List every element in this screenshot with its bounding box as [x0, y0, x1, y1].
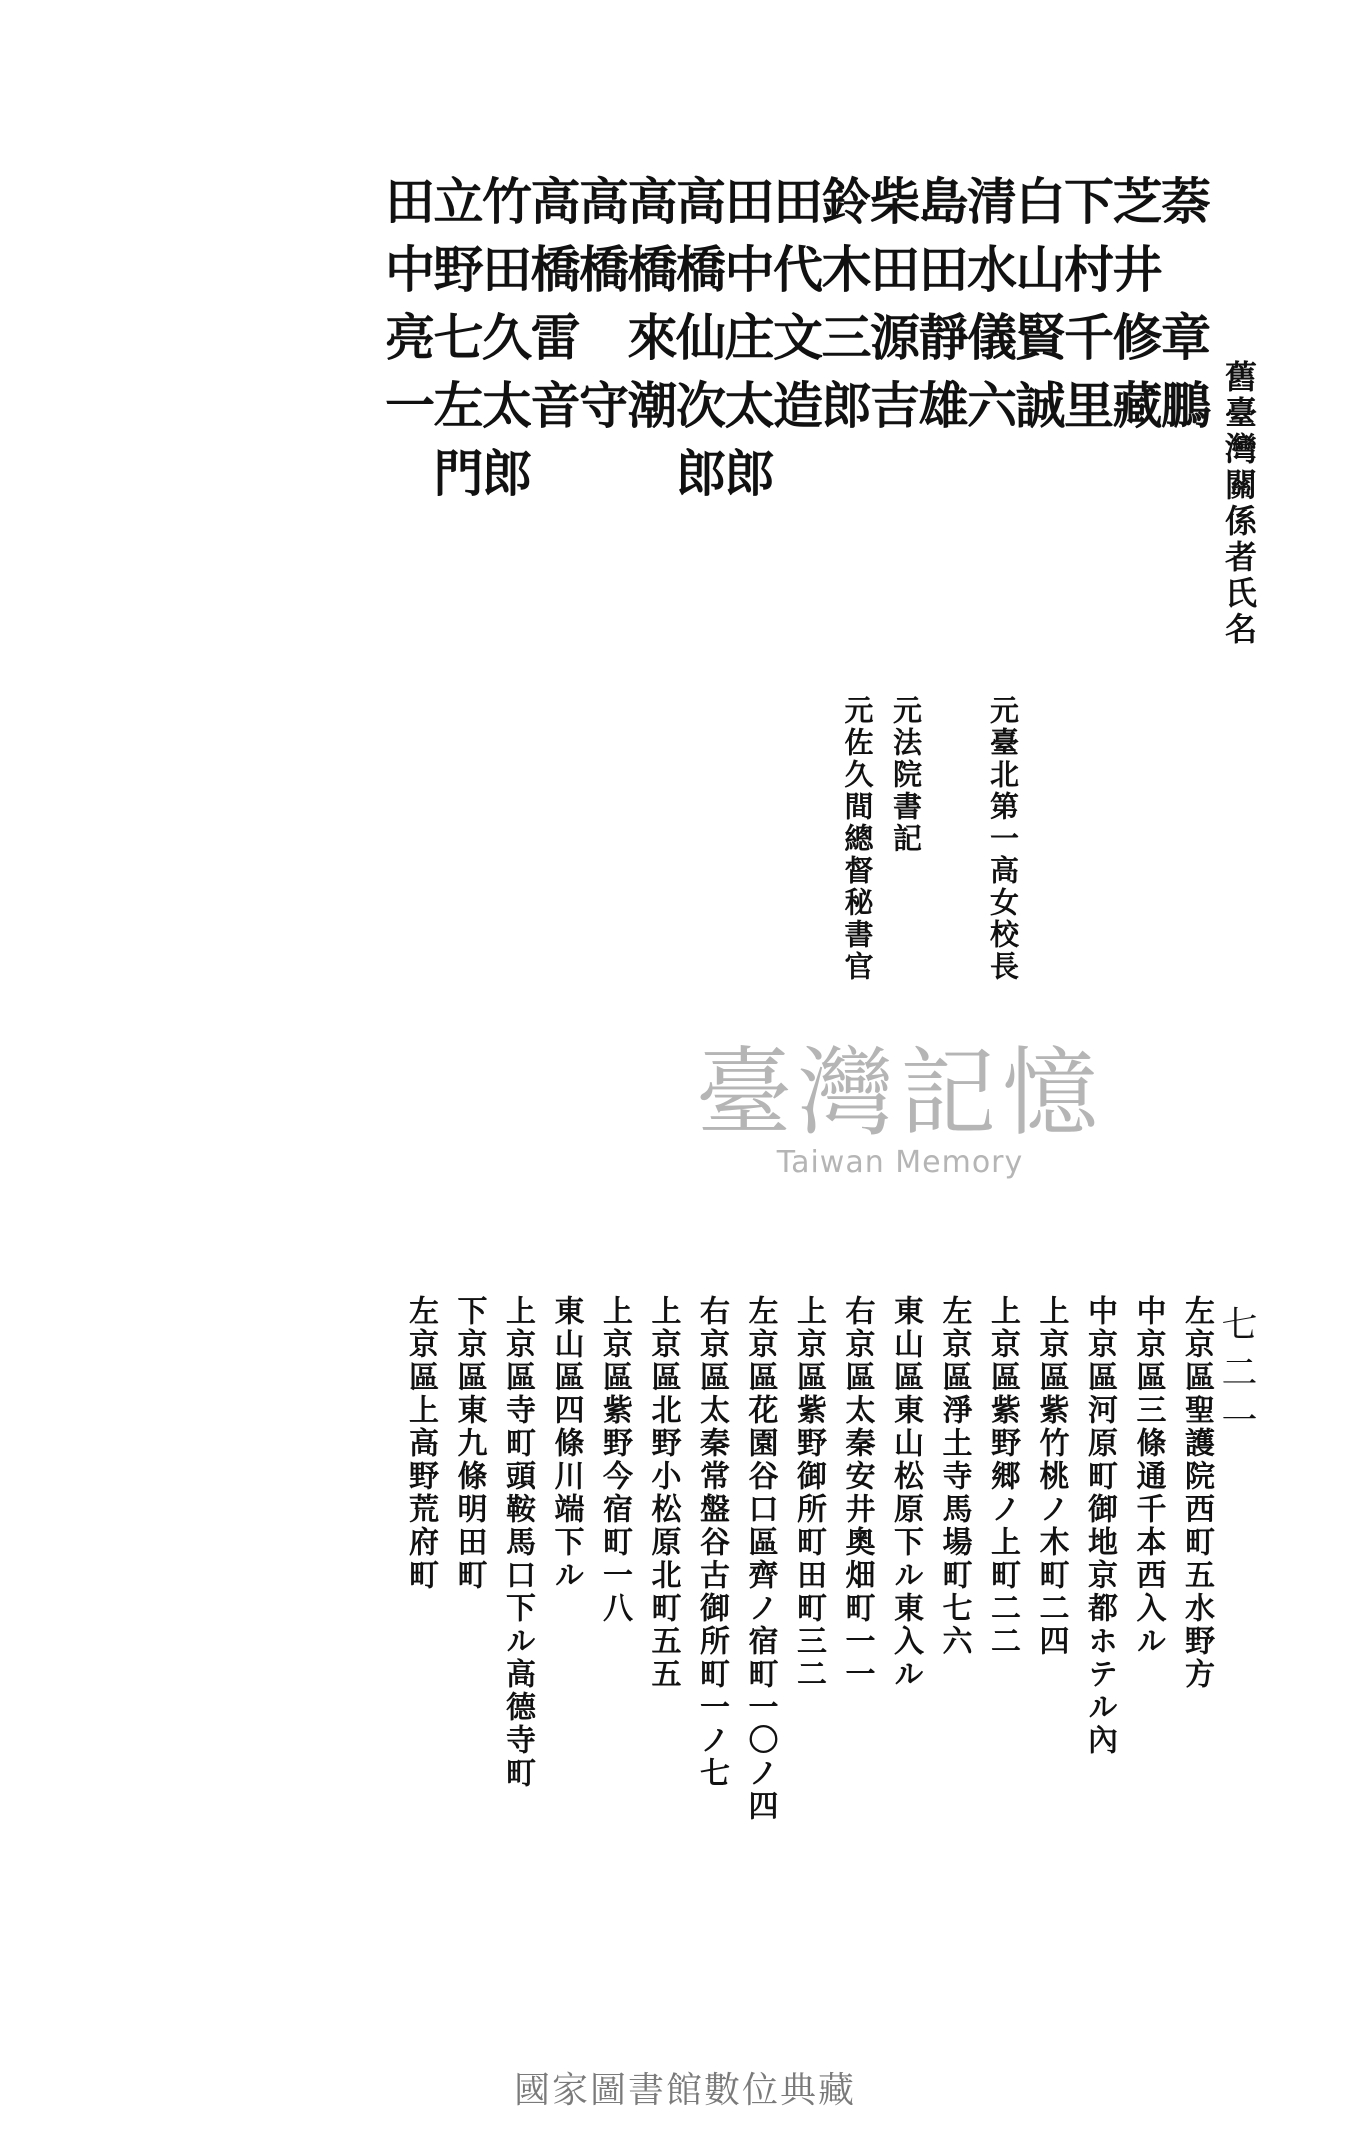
entry-name: 高橋 守 — [571, 175, 630, 447]
entry-name: 高橋來潮 — [619, 175, 679, 447]
entry-name: 立野七左門 — [425, 175, 485, 515]
watermark — [670, 1037, 1130, 1180]
entry-name: 田中亮一 — [377, 175, 436, 447]
watermark-chinese: 臺灣記憶 — [696, 1037, 1104, 1149]
entry-address: 中京區河原町御地京都ホテル內 — [1082, 1295, 1117, 1757]
entry-address: 上京區紫野御所町田町三二 — [791, 1295, 826, 1691]
page-number: 七二一 — [1216, 1305, 1257, 1449]
entry-address: 左京區花園谷口區齊ノ宿町一〇ノ四 — [742, 1295, 778, 1823]
entry-address: 上京區寺町頭鞍馬口下ル高德寺町 — [500, 1295, 535, 1790]
entry-name: 芝井修藏 — [1104, 175, 1164, 447]
entry-role: 元臺北第一高女校長 — [986, 695, 1020, 983]
entry-address: 下京區東九條明田町 — [451, 1295, 487, 1592]
entry-name: 高橋仙次郎 — [668, 175, 727, 515]
entry-address: 東山區四條川端下ル — [548, 1295, 584, 1592]
entry-name: 竹田久太郎 — [474, 175, 533, 515]
watermark-english: Taiwan Memory — [776, 1145, 1024, 1180]
page-header-title: 舊臺灣關係者氏名 — [1220, 360, 1258, 648]
footer-collection: 國家圖書館數位典藏 — [513, 2070, 856, 2111]
entry-name: 鈴木三郎 — [813, 175, 873, 447]
entry-address: 上京區北野小松原北町五五 — [645, 1295, 681, 1691]
entry-address: 東山區東山松原下ル東入ル — [888, 1295, 923, 1691]
entry-address: 上京區紫野郷ノ上町二二 — [985, 1295, 1020, 1658]
entry-name: 柴田源吉 — [862, 175, 921, 447]
entry-address: 中京區三條通千本西入ル — [1130, 1295, 1166, 1658]
entry-address: 左京區聖護院西町五水野方 — [1179, 1295, 1214, 1691]
entry-name: 田中庄太郎 — [716, 175, 776, 515]
entry-role: 元佐久間總督秘書官 — [840, 695, 875, 983]
entry-address: 左京區上高野荒府町 — [403, 1295, 438, 1592]
entry-address: 右京區太秦安井奧畑町一一 — [839, 1295, 875, 1691]
entry-address: 上京區紫竹桃ノ木町二四 — [1033, 1295, 1069, 1658]
entry-name: 清水儀六 — [959, 175, 1018, 447]
entry-name: 田代文造 — [765, 175, 824, 447]
entry-name: 高橋雷音 — [522, 175, 582, 447]
entry-name: 島田靜雄 — [910, 175, 970, 447]
entry-address: 左京區淨土寺馬場町七六 — [936, 1295, 972, 1658]
entry-address: 右京區太秦常盤谷古御所町一ノ七 — [694, 1295, 729, 1790]
entry-name: 白山賢誠 — [1007, 175, 1067, 447]
entry-address: 上京區紫野今宿町一八 — [597, 1295, 632, 1625]
entry-name: 萘 章鵬 — [1153, 175, 1212, 447]
entry-role: 元法院書記 — [889, 695, 923, 855]
entry-name: 下村千里 — [1056, 175, 1115, 447]
